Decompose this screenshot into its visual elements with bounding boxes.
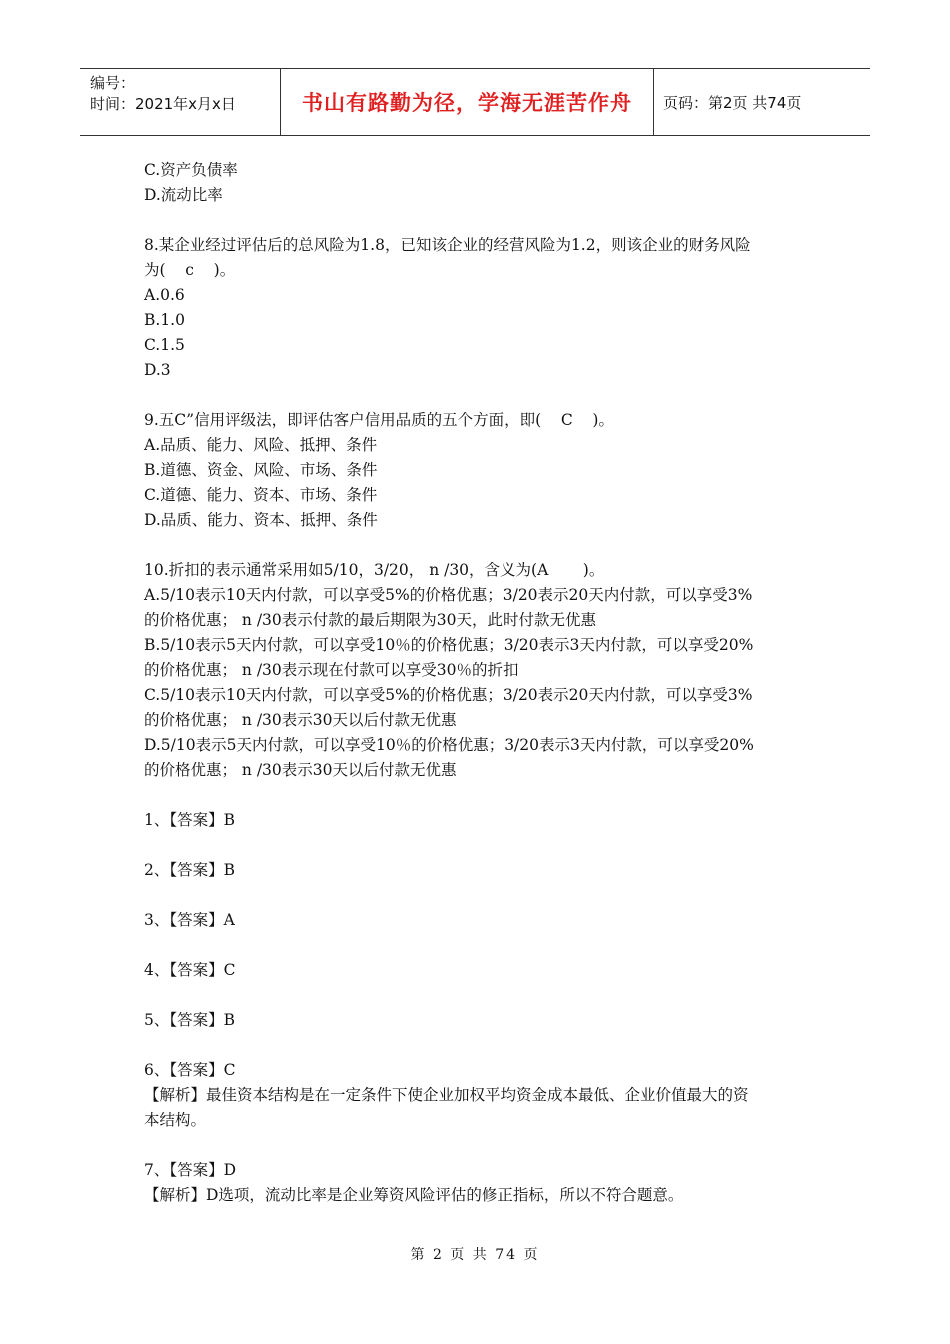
answer-1: 1、【答案】B xyxy=(144,811,236,829)
q10-option-b-line2: 的价格优惠； n /30表示现在付款可以享受30％的折扣 xyxy=(144,661,519,679)
header-page-info: 页码：第2页 共74页 xyxy=(663,93,802,112)
q10-option-b-line1: B.5/10表示5天内付款，可以享受10％的价格优惠；3/20表示3天内付款，可以享受20% xyxy=(144,636,754,654)
answer-3: 3、【答案】A xyxy=(144,911,235,929)
answer-4: 4、【答案】C xyxy=(144,961,236,979)
answer-6: 6、【答案】C xyxy=(144,1061,236,1079)
answer-6-analysis-line2: 本结构。 xyxy=(144,1111,207,1129)
answer-7: 7、【答案】D xyxy=(144,1161,237,1179)
q10-option-d-line1: D.5/10表示5天内付款，可以享受10％的价格优惠；3/20表示3天内付款，可以享受20% xyxy=(144,736,754,754)
page-footer: 第 2 页 共 74 页 xyxy=(410,1247,540,1263)
q9-option-c: C.道德、能力、资本、市场、条件 xyxy=(144,486,378,504)
q10-stem: 10.折扣的表示通常采用如5/10，3/20， n /30，含义为(A )。 xyxy=(144,561,605,579)
q8-stem-line2: 为( c )。 xyxy=(144,261,236,279)
time-label: 时间：2021年x月x日 xyxy=(90,95,236,113)
answer-6-analysis-line1: 【解析】最佳资本结构是在一定条件下使企业加权平均资金成本最低、企业价值最大的资 xyxy=(144,1086,749,1104)
document-body xyxy=(144,158,814,1208)
answer-2: 2、【答案】B xyxy=(144,861,236,879)
q10-option-a-line2: 的价格优惠； n /30表示付款的最后期限为30天，此时付款无优惠 xyxy=(144,611,597,629)
q8-option-c: C.1.5 xyxy=(144,336,185,354)
q7-option-c: C.资产负债率 xyxy=(144,161,238,179)
answer-7-analysis: 【解析】D选项，流动比率是企业筹资风险评估的修正指标，所以不符合题意。 xyxy=(144,1186,684,1204)
q8-option-b: B.1.0 xyxy=(144,311,185,329)
q10-option-d-line2: 的价格优惠； n /30表示30天以后付款无优惠 xyxy=(144,761,457,779)
q10-option-c-line2: 的价格优惠； n /30表示30天以后付款无优惠 xyxy=(144,711,457,729)
header-motto: 书山有路勤为径，学海无涯苦作舟 xyxy=(281,69,654,135)
q9-option-a: A.品质、能力、风险、抵押、条件 xyxy=(144,436,378,454)
answer-5: 5、【答案】B xyxy=(144,1011,236,1029)
q9-stem: 9.五C”信用评级法，即评估客户信用品质的五个方面，即( C )。 xyxy=(144,411,614,429)
header-meta xyxy=(80,69,281,135)
q8-option-a: A.0.6 xyxy=(144,286,185,304)
page-header xyxy=(80,68,870,136)
q9-option-d: D.品质、能力、资本、抵押、条件 xyxy=(144,511,378,529)
q9-option-b: B.道德、资金、风险、市场、条件 xyxy=(144,461,378,479)
q7-option-d: D.流动比率 xyxy=(144,186,223,204)
q8-stem-line1: 8.某企业经过评估后的总风险为1.8，已知该企业的经营风险为1.2，则该企业的财务风险 xyxy=(144,236,751,254)
q10-option-c-line1: C.5/10表示10天内付款，可以享受5%的价格优惠；3/20表示20天内付款，可以享受3% xyxy=(144,686,753,704)
q8-option-d: D.3 xyxy=(144,361,171,379)
q10-option-a-line1: A.5/10表示10天内付款，可以享受5%的价格优惠；3/20表示20天内付款，可以享受3% xyxy=(144,586,753,604)
number-label: 编号： xyxy=(90,74,136,92)
